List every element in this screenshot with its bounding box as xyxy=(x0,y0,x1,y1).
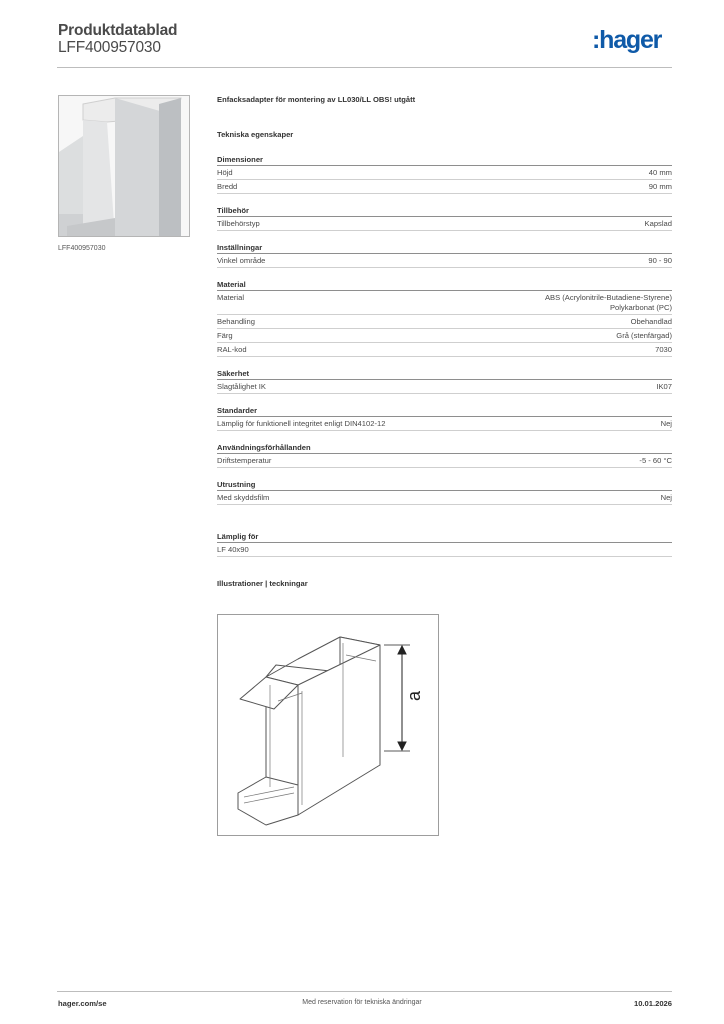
section-title: Användningsförhållanden xyxy=(217,443,672,454)
footer-divider xyxy=(57,991,672,992)
row-value: -5 - 60 °C xyxy=(639,456,672,465)
row-label: Höjd xyxy=(217,168,233,177)
row-label: Tillbehörstyp xyxy=(217,219,260,228)
row-value: Kapslad xyxy=(644,219,672,228)
section-title: Standarder xyxy=(217,406,672,417)
spec-section xyxy=(217,369,672,394)
spec-row xyxy=(217,380,672,394)
spec-section xyxy=(217,480,672,505)
row-label: Material xyxy=(217,293,245,302)
row-value: Nej xyxy=(660,493,672,502)
spec-row xyxy=(217,166,672,180)
footer-disclaimer: Med reservation för tekniska ändringar xyxy=(302,999,422,1006)
spec-row xyxy=(217,417,672,431)
row-label: Driftstemperatur xyxy=(217,456,272,465)
section-title: Säkerhet xyxy=(217,369,672,380)
row-value: ABS (Acrylonitrile-Butadiene-Styrene) Polykarbonat (PC) xyxy=(544,293,672,312)
illustrations-heading: Illustrationer | teckningar xyxy=(217,579,308,588)
spec-row xyxy=(217,343,672,357)
spec-row xyxy=(217,491,672,505)
section-title: Dimensioner xyxy=(217,155,672,166)
spec-section xyxy=(217,155,672,194)
spec-sheet xyxy=(217,95,672,590)
technical-drawing xyxy=(217,614,439,836)
suitable-section xyxy=(217,532,672,557)
section-title: Utrustning xyxy=(217,480,672,491)
spec-section xyxy=(217,206,672,231)
spec-row xyxy=(217,315,672,329)
row-value: Obehandlad xyxy=(630,317,672,326)
row-label: RAL-kod xyxy=(217,345,247,354)
hager-logo: :hager xyxy=(592,26,662,54)
spec-section xyxy=(217,280,672,357)
spec-row xyxy=(217,180,672,194)
row-label: Behandling xyxy=(217,317,256,326)
product-code: LFF400957030 xyxy=(58,39,161,56)
row-value: 90 - 90 xyxy=(648,256,672,265)
footer-website: hager.com/se xyxy=(58,999,107,1008)
row-value: 40 mm xyxy=(648,168,672,177)
row-label: Vinkel område xyxy=(217,256,266,265)
row-label: Lämplig för funktionell integritet enligt DIN4102-12 xyxy=(217,419,386,428)
row-label: Med skyddsfilm xyxy=(217,493,270,502)
spec-row xyxy=(217,454,672,468)
row-label: Bredd xyxy=(217,182,238,191)
row-value: Nej xyxy=(660,419,672,428)
row-value: IK07 xyxy=(656,382,672,391)
product-thumbnail xyxy=(58,95,190,237)
spec-section xyxy=(217,406,672,431)
spec-row xyxy=(217,254,672,268)
dimension-label: a xyxy=(404,690,424,701)
spec-section xyxy=(217,243,672,268)
spec-row xyxy=(217,543,672,557)
adapter-drawing-icon xyxy=(218,615,440,837)
product-photo-icon xyxy=(59,96,190,237)
row-label: Färg xyxy=(217,331,233,340)
row-value: 90 mm xyxy=(648,182,672,191)
footer-date: 10.01.2026 xyxy=(633,999,672,1008)
spec-row xyxy=(217,217,672,231)
product-description: Enfacksadapter för montering av LL030/LL OBS! utgått xyxy=(217,95,416,104)
section-title: Material xyxy=(217,280,672,291)
row-value: 7030 xyxy=(655,345,672,354)
row-value: Grå (stenfärgad) xyxy=(616,331,672,340)
header-divider xyxy=(57,67,672,68)
page-title: Produktdatablad xyxy=(58,22,178,39)
spec-row xyxy=(217,329,672,343)
section-title: Inställningar xyxy=(217,243,672,254)
spec-section xyxy=(217,443,672,468)
row-label: Slagtålighet IK xyxy=(217,382,266,391)
thumbnail-caption: LFF400957030 xyxy=(58,245,106,252)
row-label: LF 40x90 xyxy=(217,545,249,554)
spec-row xyxy=(217,291,672,315)
tech-heading: Tekniska egenskaper xyxy=(217,130,294,139)
section-title: Tillbehör xyxy=(217,206,672,217)
section-title: Lämplig för xyxy=(217,532,672,543)
